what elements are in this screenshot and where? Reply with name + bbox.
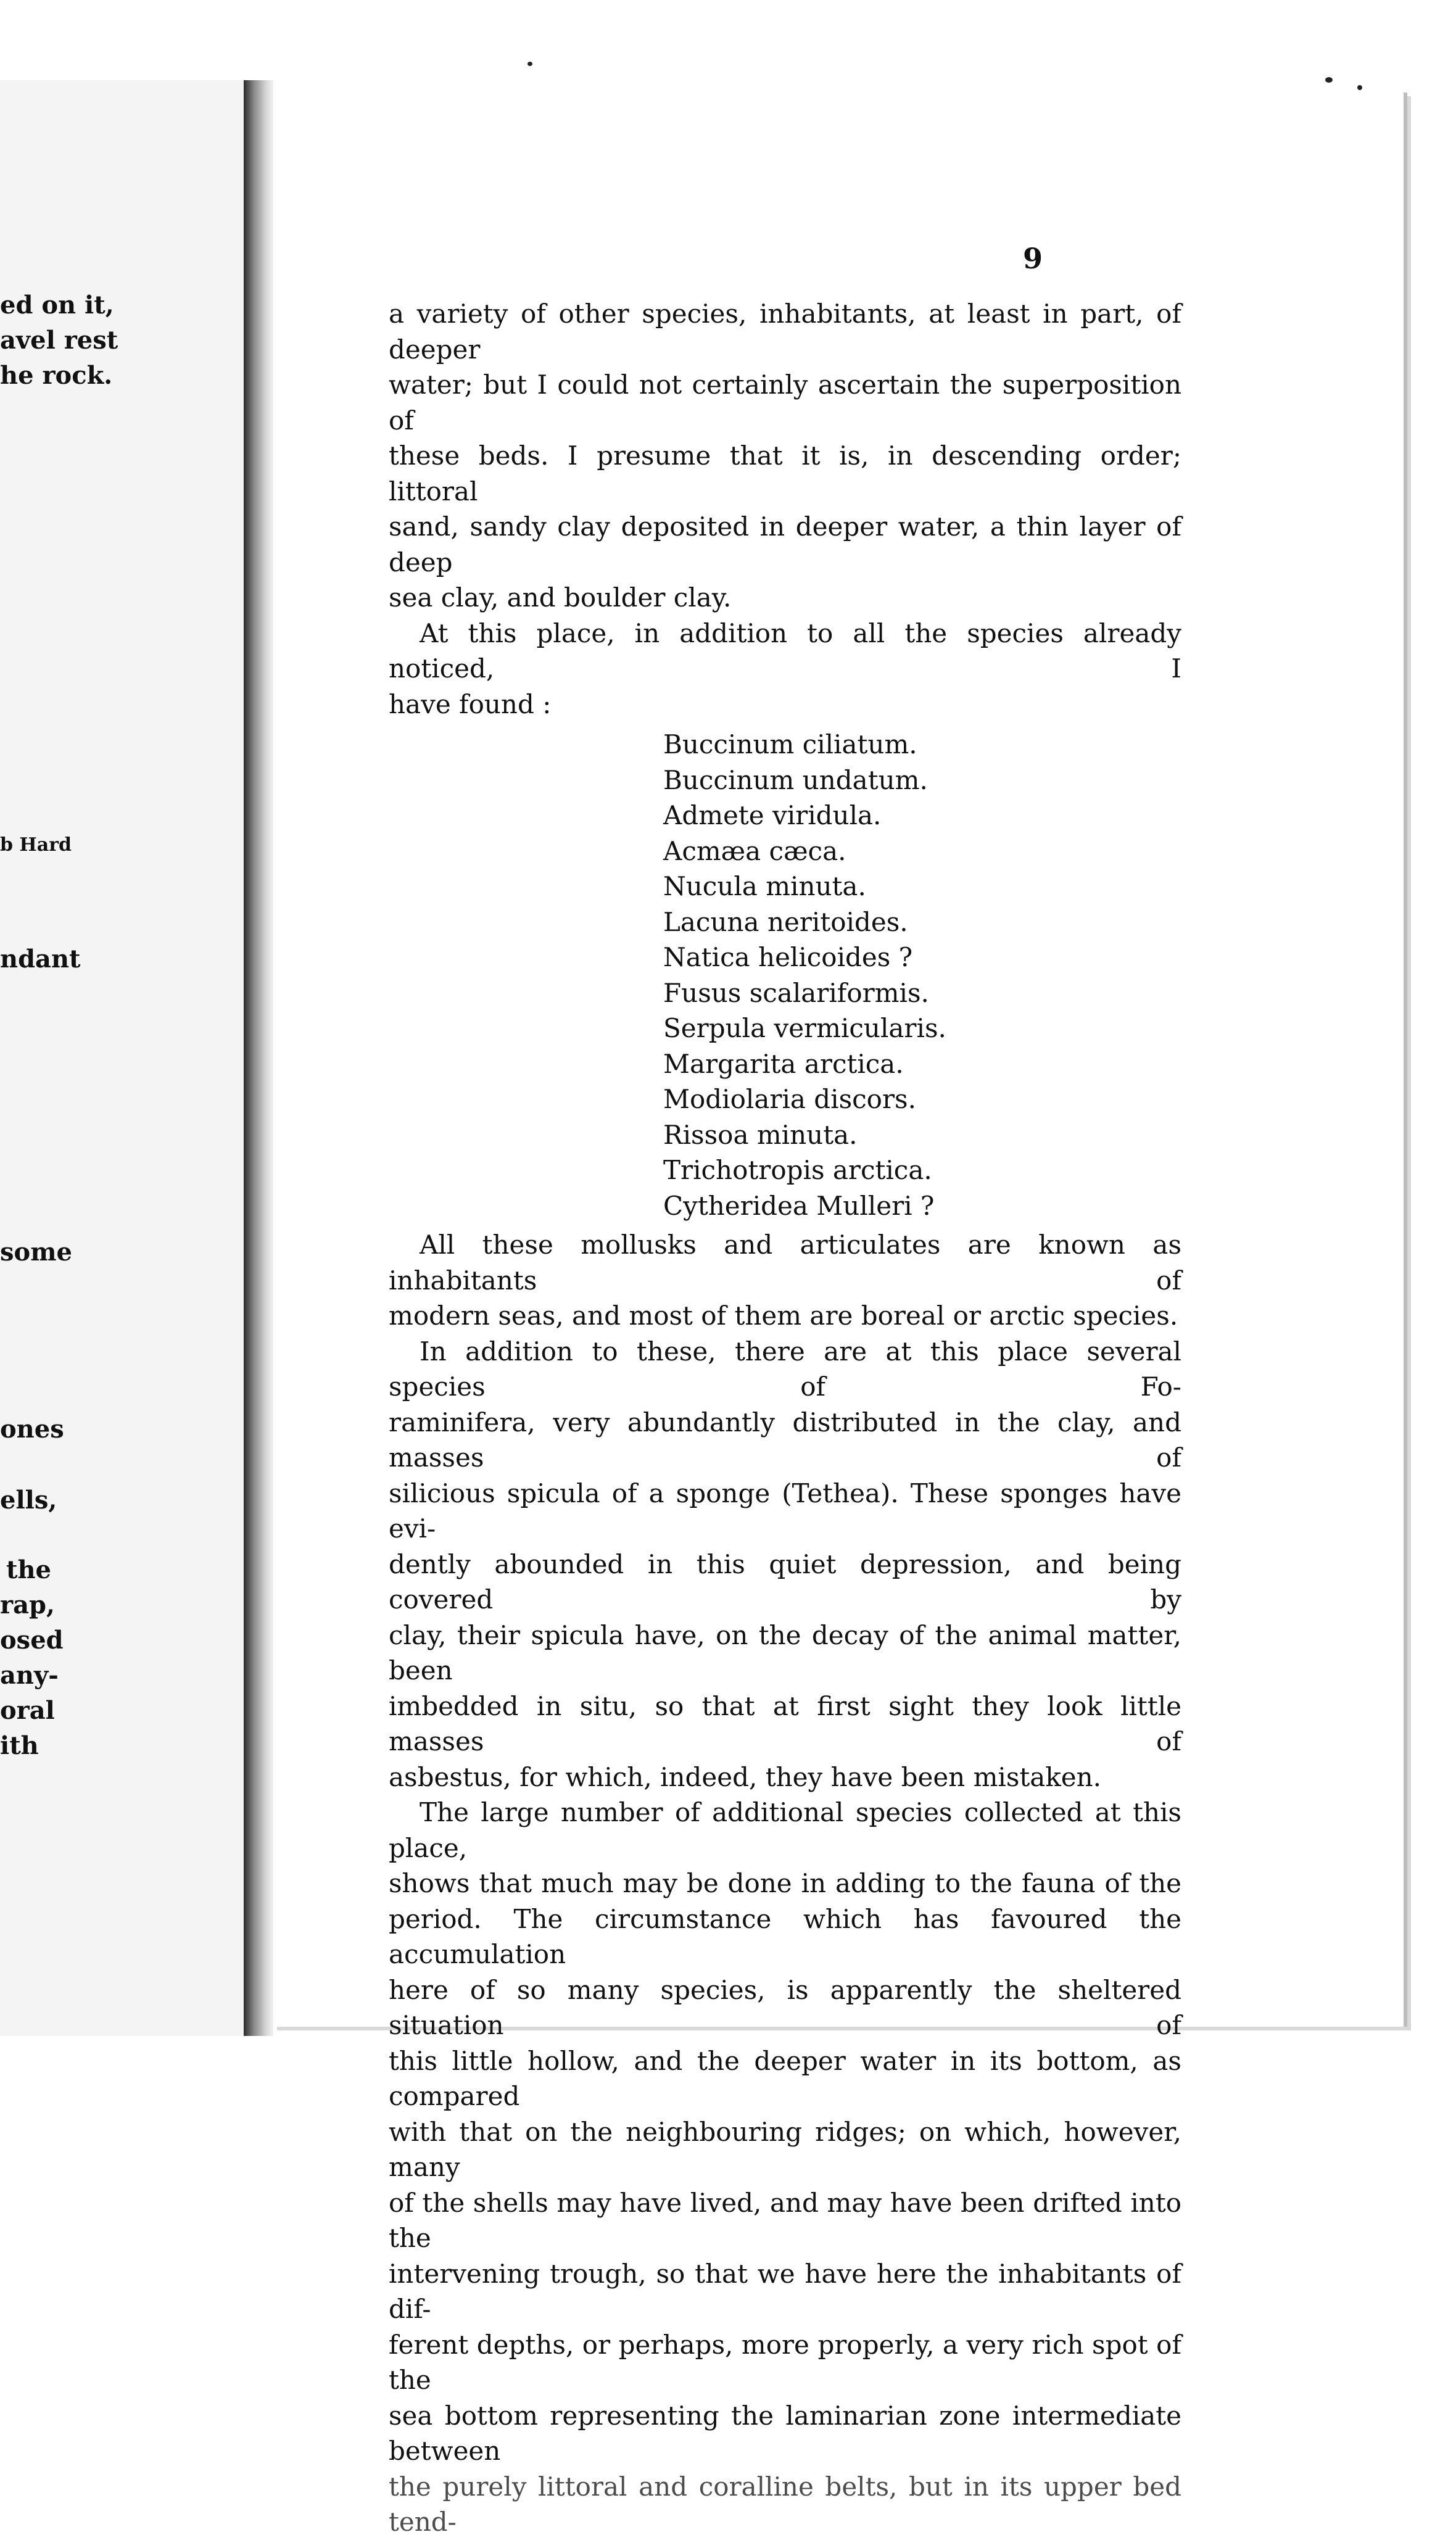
paragraph-line: this little hollow, and the deeper water in its bottom, as compared (389, 2045, 1181, 2111)
species-item: Margarita arctica. (663, 1048, 904, 1079)
paragraph-line: All these mollusks and articulates are known as inhabitants of (389, 1230, 1181, 1296)
paragraph-line: raminifera, very abundantly distributed in the clay, and masses of (389, 1407, 1181, 1473)
left-page-fragment: ones (0, 1415, 64, 1444)
left-page-fragment: rap, (0, 1591, 55, 1620)
book-gutter (244, 80, 273, 2036)
species-item: Acmæa cæca. (663, 835, 846, 866)
paragraph-line: modern seas, and most of them are boreal or arctic species. (389, 1301, 1178, 1331)
paragraph-line: sea clay, and boulder clay. (389, 582, 732, 613)
species-item: Lacuna neritoides. (663, 906, 908, 937)
paragraph-line: shows that much may be done in adding to the fauna of the (389, 1868, 1181, 1898)
paragraph-line: At this place, in addition to all the species already noticed, I (389, 618, 1181, 684)
paragraph-line: have found : (389, 689, 552, 719)
paragraph-line: sand, sandy clay deposited in deeper water, a thin layer of deep (389, 511, 1181, 577)
left-page-fragment: ells, (0, 1486, 57, 1515)
left-page-fragment: oral (0, 1696, 55, 1725)
smudge-mark (1357, 85, 1362, 90)
left-page-fragment: b Hard (0, 834, 72, 856)
species-item: Serpula vermicularis. (663, 1013, 946, 1043)
species-list (389, 727, 1181, 1223)
paragraph-line: these beds. I presume that it is, in descending order; littoral (389, 441, 1181, 507)
paragraph-line: asbestus, for which, indeed, they have been mistaken. (389, 1761, 1102, 1792)
paragraph-line: In addition to these, there are at this place several species of Fo- (389, 1336, 1181, 1402)
left-page-fragment: ed on it, (0, 291, 114, 320)
paragraph-line: sea bottom representing the laminarian zone intermediate between (389, 2400, 1181, 2466)
paragraph-line: silicious spicula of a sponge (Tethea). These sponges have evi- (389, 1478, 1181, 1544)
species-item: Modiolaria discors. (663, 1084, 916, 1114)
paragraph-line: clay, their spicula have, on the decay of the animal matter, been (389, 1620, 1181, 1686)
species-item: Buccinum undatum. (663, 764, 928, 795)
paragraph-line: the purely littoral and coralline belts, but in its upper bed tend- (389, 2471, 1181, 2537)
paragraph-line: with that on the neighbouring ridges; on which, however, many (389, 2116, 1181, 2182)
species-item: Fusus scalariformis. (663, 977, 929, 1008)
species-item: Natica helicoides ? (663, 942, 913, 972)
left-page-fragment: some (0, 1238, 72, 1267)
paragraph-line: a variety of other species, inhabitants, at least in part, of deeper (389, 299, 1181, 365)
paragraph-line: period. The circumstance which has favoured the accumulation (389, 1903, 1181, 1969)
paragraph-line: dently abounded in this quiet depression, and being covered by (389, 1549, 1181, 1615)
paragraph-line: The large number of additional species collected at this place, (389, 1797, 1181, 1863)
species-item: Buccinum ciliatum. (663, 729, 917, 759)
left-page-fragment: avel rest (0, 326, 118, 355)
left-page-fragment: osed (0, 1626, 64, 1655)
paragraph-line: water; but I could not certainly ascertain the superposition of (389, 370, 1181, 436)
paragraph-line: intervening trough, so that we have here the inhabitants of dif- (389, 2258, 1181, 2324)
page-number: 9 (1023, 242, 1043, 275)
smudge-mark (527, 62, 532, 66)
left-page-fragment: the (6, 1555, 52, 1584)
species-item: Rissoa minuta. (663, 1119, 858, 1150)
left-page-fragment: ith (0, 1731, 39, 1760)
paragraph-line: here of so many species, is apparently the sheltered situation of (389, 1974, 1181, 2040)
page-body-text (389, 296, 1181, 2540)
smudge-mark (1325, 77, 1333, 83)
left-page-fragment: ndant (0, 945, 81, 974)
left-page-fragment: he rock. (0, 361, 113, 390)
paragraph-line: imbedded in situ, so that at first sight they look little masses of (389, 1690, 1181, 1756)
paragraph-line: ferent depths, or perhaps, more properly, a very rich spot of the (389, 2329, 1181, 2395)
left-facing-page (0, 80, 246, 2036)
species-item: Cytheridea Mulleri ? (663, 1190, 935, 1221)
left-page-fragment: any- (0, 1661, 59, 1690)
species-item: Admete viridula. (663, 800, 882, 830)
paragraph-line: of the shells may have lived, and may have been drifted into the (389, 2187, 1181, 2253)
species-item: Nucula minuta. (663, 871, 866, 901)
species-item: Trichotropis arctica. (663, 1155, 932, 1185)
